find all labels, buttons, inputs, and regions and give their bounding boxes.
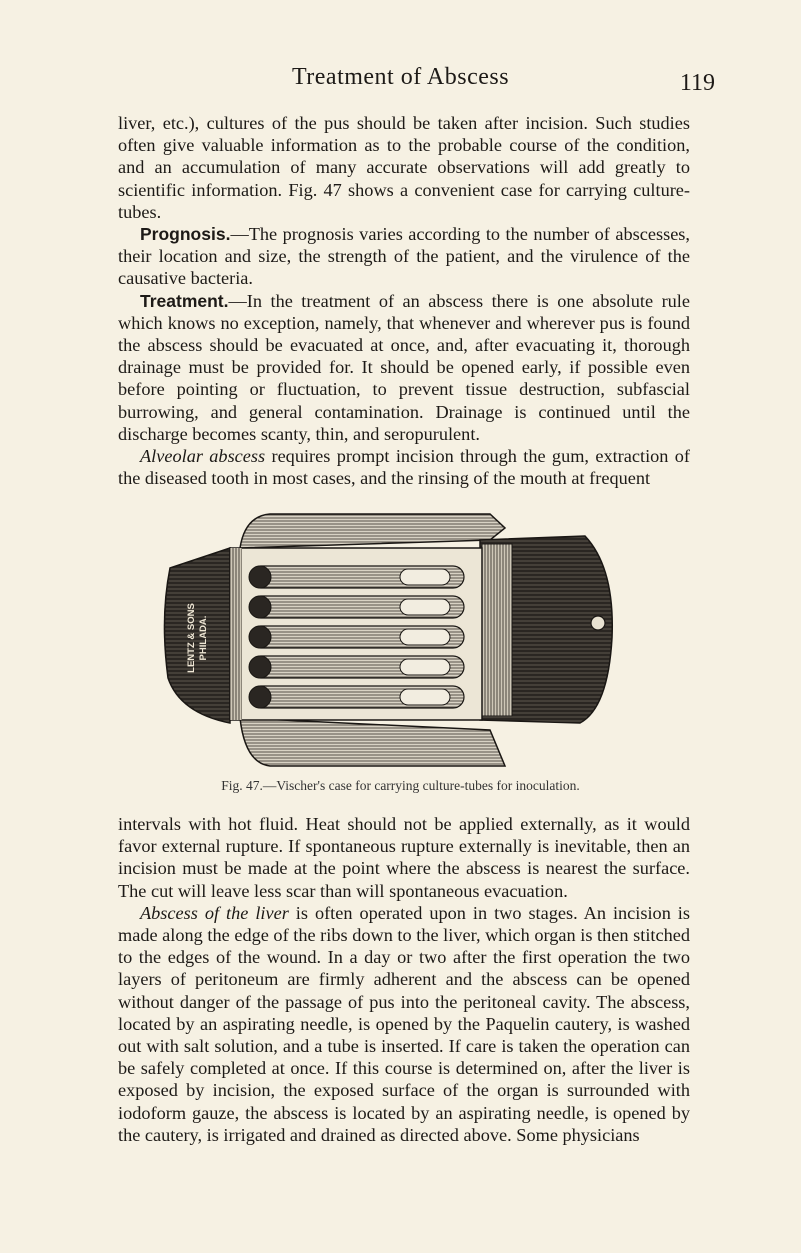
alveolar-text: requires prompt incision through the gum, extraction of the diseased tooth in most cases, and the rinsing of the mouth at frequent [118, 446, 690, 489]
prognosis-heading: Prognosis. [140, 224, 231, 245]
case-top-flap [240, 514, 505, 548]
text-block-top [118, 112, 690, 489]
paragraph-prognosis [118, 223, 690, 290]
liver-text: is often operated upon in two stages. An incision is made along the edge of the ribs down to the liver, which organ is then stitched to the edges of the wound. In a day or two after the first operation the two layers of peritoneum are firmly adherent and the abscess can be opened without danger of the passage of pus into the peritoneal cavity. The abscess, located by an aspirating needle, is opened by the Paquelin cautery, is washed out with salt solution, and a tube is inserted. If care is taken the operation can be safely completed at once. If this course is determined on, after the liver is exposed by incision, the exposed surface of the organ is surrounded with iodoform gauze, the abscess is located by an aspirating needle, is opened by the cautery, is irrigated and drained as directed above. Some physicians [118, 902, 690, 1145]
prognosis-text: —The prognosis varies according to the number of abscesses, their location and size, the strength of the patient, and the virulence of the causative bacteria. [118, 224, 690, 289]
culture-tube-row-1 [249, 566, 464, 588]
treatment-text: —In the treatment of an abscess there is one absolute rule which knows no exception, namely, that whenever and wherever pus is found the abscess should be evacuated at once, and, after evacuating it, thorough drainage must be provided for. It should be opened early, if possible even before pointing or fluctuation, to prevent tissue destruction, subfascial burrowing, and general contamination. Drainage is continued until the discharge becomes scanty, thin, and seropurulent. [118, 290, 690, 444]
paragraph-intervals: intervals with hot fluid. Heat should not be applied externally, as it would favor external rupture. If spontaneous rupture externally is inevitable, then an incision must be made at the point where the abscess is nearest the surface. The cut will leave less scar than will spontaneous evacuation. [118, 814, 690, 901]
treatment-heading: Treatment. [140, 290, 229, 311]
running-title: Treatment of Abscess [291, 64, 510, 90]
paragraph-alveolar [118, 445, 690, 489]
culture-tube-case-illustration [160, 508, 630, 768]
case-left-hinge [230, 548, 242, 720]
culture-tube-row-5 [249, 686, 464, 708]
paragraph-liver [118, 902, 690, 1146]
culture-tube-row-2 [249, 596, 464, 618]
snap-button-icon [591, 616, 605, 630]
paragraph-treatment [118, 290, 690, 445]
stamp-line-2: PHILADA. [198, 615, 209, 661]
culture-tube-row-4 [249, 656, 464, 678]
stamp-line-1: LENTZ & SONS [186, 603, 197, 673]
case-right-hinge [482, 544, 512, 716]
case-bottom-flap [240, 718, 505, 766]
liver-term: Abscess of the liver [140, 902, 289, 923]
page-number: 119 [679, 70, 715, 96]
page-header [0, 60, 801, 100]
paragraph-cultures: liver, etc.), cultures of the pus should be taken after incision. Such studies often give valuable information as to the probable course of the condition, and an accumulation of many accurate observations will add greatly to scientific information. Fig. 47 shows a convenient case for carrying culture-tubes. [118, 113, 690, 222]
text-block-bottom [118, 813, 690, 1146]
alveolar-term: Alveolar abscess [140, 446, 266, 467]
culture-tube-row-3 [249, 626, 464, 648]
figure-culture-tube-case [160, 508, 630, 768]
figure-caption: Fig. 47.—Vischer's case for carrying culture-tubes for inoculation. [221, 778, 580, 793]
